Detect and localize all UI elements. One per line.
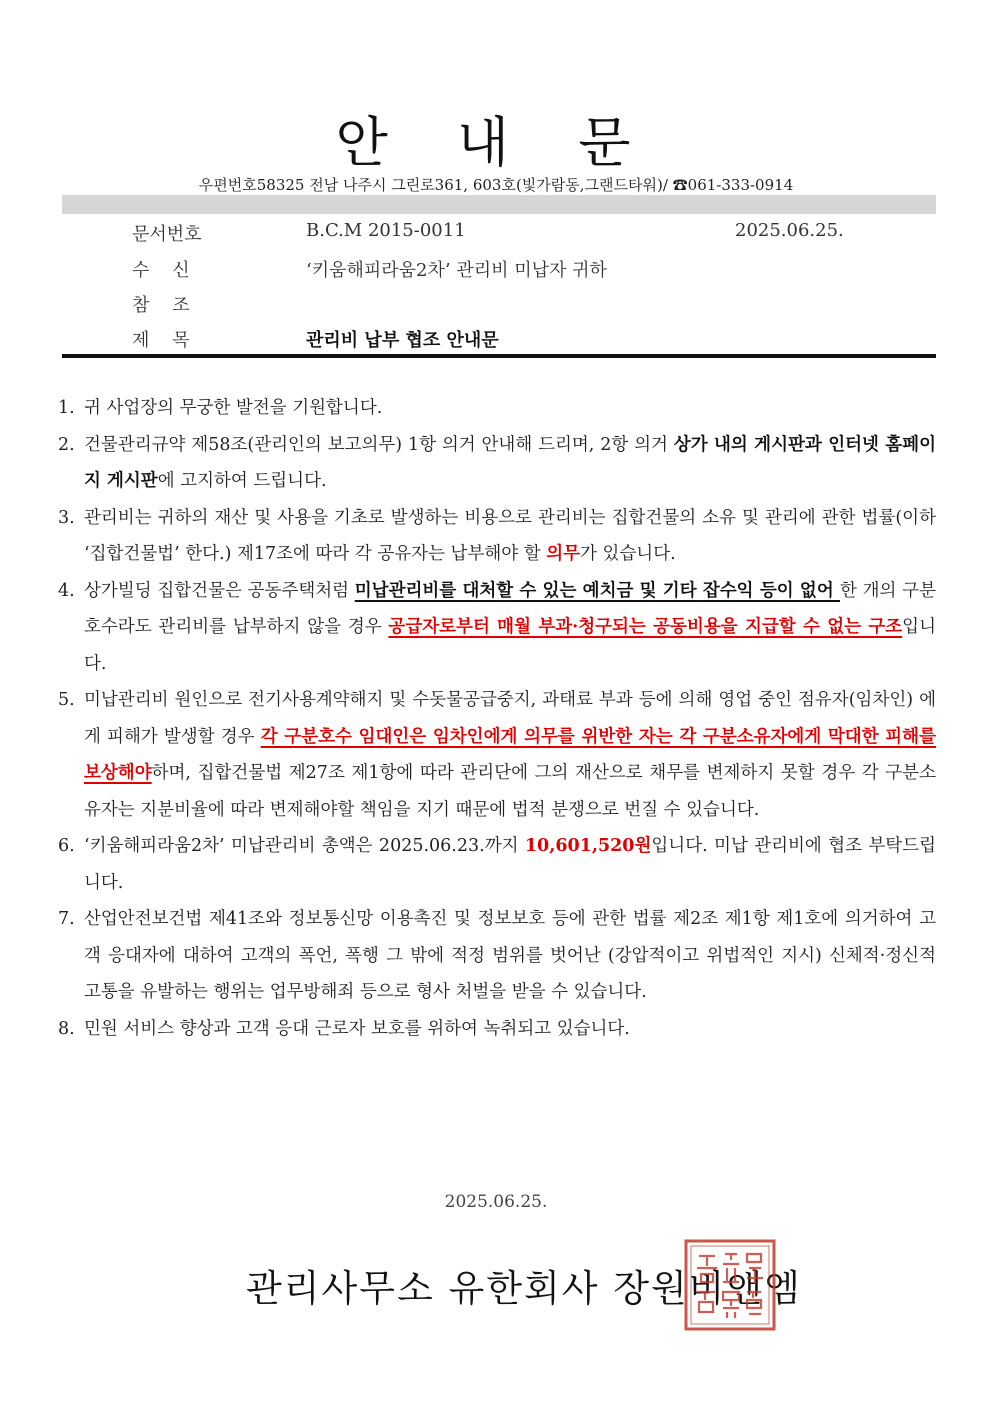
item-text: 미납관리비 원인으로 전기사용계약해지 및 수돗물공급중지, 과태료 부과 등에 의해 영업 중인 점유자(임차인) 에게 피해가 발생할 경우 [84, 690, 936, 747]
item-red-text: 의무 [546, 544, 581, 564]
notice-items [52, 390, 936, 1047]
notice-item-1 [52, 390, 936, 427]
item-red-underlined-text: 공급자로부터 매월 부과·청구되는 공동비용을 지급할 수 없는 구조 [388, 617, 903, 637]
notice-item-3 [52, 500, 936, 573]
item-bold-text: 상가 내의 게시판과 인터넷 홈페이지 게시판 [84, 434, 937, 491]
item-text: 하며, 집합건물법 제27조 제1항에 따라 관리단에 그의 재산으로 채무를 변제하지 못할 경우 각 구분소유자는 지분비율에 따라 변제해야할 책임을 지기 때문에 법적 분쟁으로 번질 수 있습니다. [84, 763, 936, 820]
header-date: 2025.06.25. [735, 220, 844, 241]
header-bottom-rule [62, 354, 936, 358]
notice-item-5 [52, 682, 936, 828]
subject-label: 제 목 [132, 330, 190, 351]
item-text: ‘키움해피라움2차’ 미납관리비 총액은 2025.06.23.까지 [84, 836, 525, 856]
item-text: 입니다. [84, 617, 936, 674]
item-text: 건물관리규약 제58조(관리인의 보고의무) 1항 의거 안내해 드리며, 2항 의거 [84, 434, 674, 455]
item-red-underlined-text: 각 구분호수 임대인은 임차인에게 의무를 위반한 자는 각 구분소유자에게 막대한 피해를 보상해야 [84, 726, 936, 783]
document-title: 안 내 문 [335, 111, 657, 174]
notice-item-2 [52, 427, 936, 500]
signature-line: 관리사무소 유한회사 장원비앤엠 [246, 1267, 802, 1310]
item-text: 한 개의 구분호수라도 관리비를 납부하지 않을 경우 [84, 580, 936, 637]
item-number: 4. [58, 580, 75, 601]
item-number: 1. [58, 398, 75, 418]
item-number: 5. [58, 690, 75, 710]
item-number: 6. [58, 836, 75, 856]
recipient-value: ‘키움해피라움2차’ 관리비 미납자 귀하 [306, 260, 607, 281]
ref-label: 참 조 [132, 295, 190, 316]
item-number: 7. [58, 909, 75, 929]
item-text: 산업안전보건법 제41조와 정보통신망 이용촉진 및 정보보호 등에 관한 법률 제2조 제1항 제1호에 의거하여 고객 응대자에 대하여 고객의 폭언, 폭행 그 밖에 적정 범위를 벗어난 (강압적이고 위법적인 지시) 신체적·정신적 고통을 유발하는 행위는 업무방해죄 등으로 형사 처벌을 받을 수 있습니다. [84, 909, 936, 1002]
notice-item-4 [52, 573, 936, 683]
doc-no-value: B.C.M 2015-0011 [306, 220, 466, 241]
recipient-label: 수 신 [132, 260, 190, 281]
item-text: 관리비는 귀하의 재산 및 사용을 기초로 발생하는 비용으로 관리비는 집합건물의 소유 및 관리에 관한 법률(이하 ‘집합건물법’ 한다.) 제17조에 따라 각 공유자는 납부해야 할 [84, 507, 936, 564]
item-number: 2. [58, 434, 75, 455]
item-number: 3. [58, 507, 75, 528]
doc-no-label: 문서번호 [132, 224, 202, 245]
item-underlined-text: 미납관리비를 대처할 수 있는 예치금 및 기타 잡수익 등이 없어 [354, 580, 840, 601]
item-text: 입니다. 미납 관리비에 협조 부탁드립니다. [84, 836, 936, 893]
footer-date: 2025.06.25. [444, 1192, 548, 1212]
notice-item-8 [52, 1011, 936, 1048]
header-divider-band [62, 195, 936, 214]
item-text: 민원 서비스 향상과 고객 응대 근로자 보호를 위하여 녹취되고 있습니다. [84, 1018, 630, 1039]
item-text: 상가빌딩 집합건물은 공동주택처럼 [84, 580, 355, 601]
item-text: 귀 사업장의 무궁한 발전을 기원합니다. [84, 398, 383, 418]
item-red-text: 10,601,520원 [524, 836, 652, 856]
item-text: 가 있습니다. [580, 544, 676, 564]
item-number: 8. [58, 1018, 75, 1039]
item-text: 에 고지하여 드립니다. [157, 471, 327, 491]
company-seal-stamp [683, 1238, 777, 1332]
office-address: 우편번호58325 전남 나주시 그린로361, 603호(빛가람동,그랜드타워)/ ☎061-333-0914 [198, 176, 794, 194]
notice-item-7 [52, 901, 936, 1011]
notice-item-6 [52, 828, 936, 901]
subject-value: 관리비 납부 협조 안내문 [306, 330, 499, 351]
